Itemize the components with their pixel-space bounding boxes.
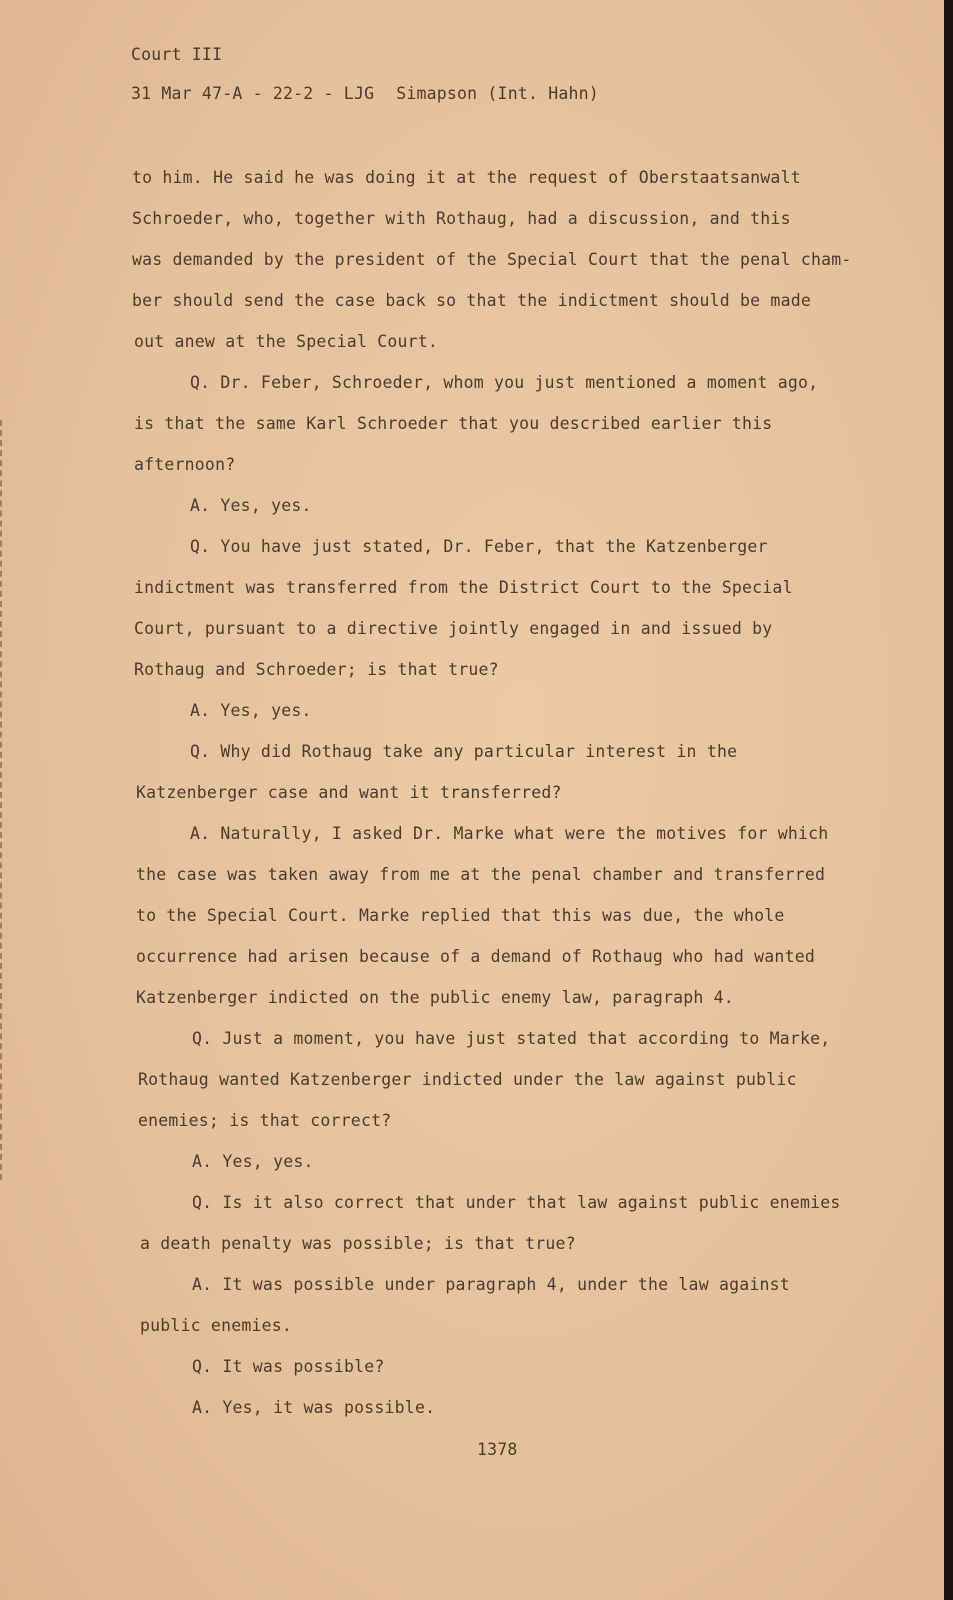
transcript-line: A. Yes, it was possible. xyxy=(192,1398,436,1417)
transcript-line: A. It was possible under paragraph 4, under the law against xyxy=(192,1275,790,1294)
transcript-line: Q. Is it also correct that under that law against public enemies xyxy=(192,1193,841,1212)
transcript-line: to the Special Court. Marke replied that this was due, the whole xyxy=(136,906,785,925)
transcript-line: Q. Why did Rothaug take any particular interest in the xyxy=(190,742,738,761)
transcript-line: Court, pursuant to a directive jointly engaged in and issued by xyxy=(134,619,773,638)
transcript-line: the case was taken away from me at the penal chamber and transferred xyxy=(136,865,826,884)
binding-holes xyxy=(0,420,8,1180)
session-header xyxy=(131,84,599,103)
transcript-line: A. Yes, yes. xyxy=(190,496,312,515)
court-label: Court III xyxy=(131,45,223,64)
transcript-line: Katzenberger indicted on the public enemy law, paragraph 4. xyxy=(136,988,734,1007)
transcript-line: Schroeder, who, together with Rothaug, had a discussion, and this xyxy=(132,209,791,228)
transcript-line: Q. It was possible? xyxy=(192,1357,385,1376)
transcript-line: A. Yes, yes. xyxy=(190,701,312,720)
transcript-line: public enemies. xyxy=(140,1316,293,1335)
transcript-line: enemies; is that correct? xyxy=(138,1111,392,1130)
transcript-line: afternoon? xyxy=(134,455,236,474)
session-code: 31 Mar 47-A - 22-2 - LJG xyxy=(131,84,375,103)
scan-edge xyxy=(944,0,950,1600)
page-number: 1378 xyxy=(477,1440,518,1459)
transcript-line: was demanded by the president of the Special Court that the penal cham- xyxy=(132,250,852,269)
transcript-line: Rothaug wanted Katzenberger indicted under the law against public xyxy=(138,1070,797,1089)
transcript-line: Q. You have just stated, Dr. Feber, that the Katzenberger xyxy=(190,537,768,556)
transcript-line: Katzenberger case and want it transferred? xyxy=(136,783,562,802)
transcript-line: a death penalty was possible; is that true? xyxy=(140,1234,576,1253)
reporter-name: Simapson (Int. Hahn) xyxy=(396,84,599,103)
transcript-line: Q. Dr. Feber, Schroeder, whom you just mentioned a moment ago, xyxy=(190,373,819,392)
transcript-line: to him. He said he was doing it at the request of Oberstaatsanwalt xyxy=(132,168,801,187)
transcript-line: indictment was transferred from the District Court to the Special xyxy=(134,578,793,597)
transcript-line: out anew at the Special Court. xyxy=(134,332,439,351)
transcript-line: A. Yes, yes. xyxy=(192,1152,314,1171)
transcript-line: Q. Just a moment, you have just stated that according to Marke, xyxy=(192,1029,831,1048)
transcript-line: is that the same Karl Schroeder that you described earlier this xyxy=(134,414,773,433)
transcript-line: Rothaug and Schroeder; is that true? xyxy=(134,660,499,679)
transcript-line: occurrence had arisen because of a demand of Rothaug who had wanted xyxy=(136,947,815,966)
transcript-line: A. Naturally, I asked Dr. Marke what were the motives for which xyxy=(190,824,829,843)
transcript-line: ber should send the case back so that the indictment should be made xyxy=(132,291,811,310)
